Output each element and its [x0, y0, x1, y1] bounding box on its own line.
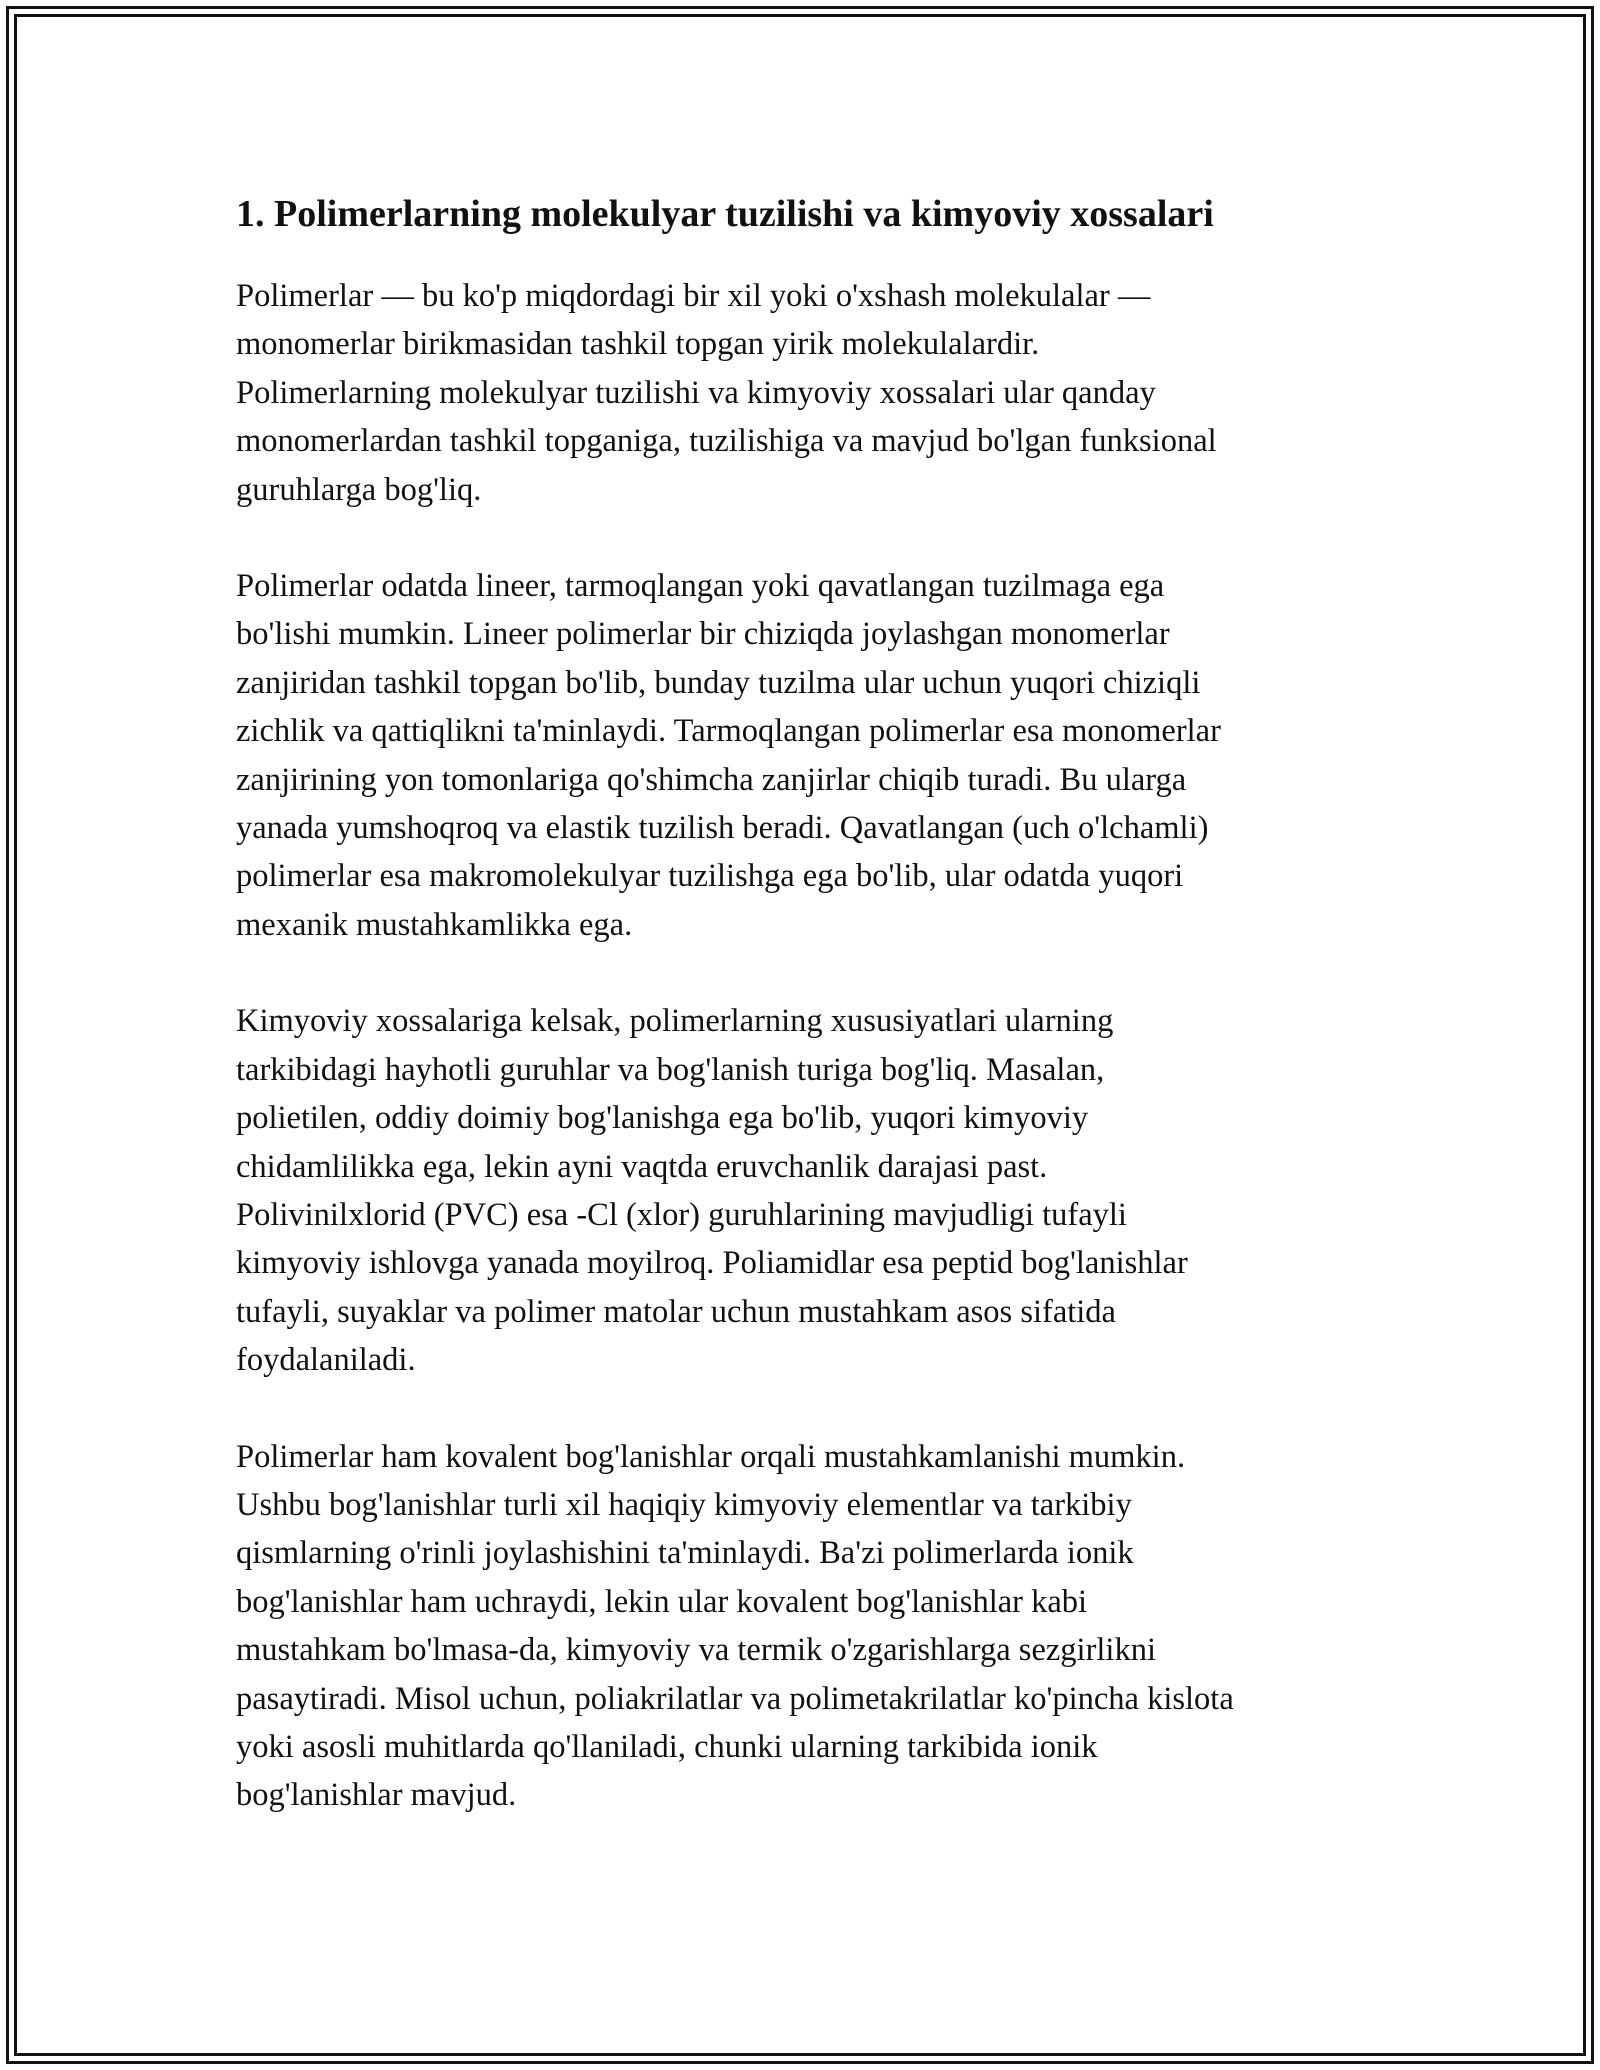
text-line: bog'lanishlar mavjud. [236, 1777, 517, 1814]
paragraph-introduction [236, 272, 1376, 514]
text-line: monomerlar birikmasidan tashkil topgan yirik molekulalardir. [236, 326, 1040, 363]
text-line: Polimerlarning molekulyar tuzilishi va kimyoviy xossalari ular qanday [236, 374, 1156, 411]
text-line: mexanik mustahkamlikka ega. [236, 906, 633, 943]
text-line: chidamlilikka ega, lekin ayni vaqtda eruvchanlik darajasi past. [236, 1148, 1048, 1185]
text-line: bog'lanishlar ham uchraydi, lekin ular kovalent bog'lanishlar kabi [236, 1583, 1088, 1620]
text-line: tufayli, suyaklar va polimer matolar uchun mustahkam asos sifatida [236, 1293, 1116, 1330]
text-line: tarkibidagi hayhotli guruhlar va bog'lanish turiga bog'liq. Masalan, [236, 1051, 1105, 1088]
text-line: qismlarning o'rinli joylashishini ta'minlaydi. Ba'zi polimerlarda ionik [236, 1535, 1134, 1572]
text-line: Polimerlar odatda lineer, tarmoqlangan yoki qavatlangan tuzilmaga ega [236, 568, 1165, 605]
text-line: kimyoviy ishlovga yanada moyilroq. Poliamidlar esa peptid bog'lanishlar [236, 1245, 1188, 1282]
text-line: polimerlar esa makromolekulyar tuzilishga ega bo'lib, ular odatda yuqori [236, 858, 1184, 895]
text-line: yoki asosli muhitlarda qo'llaniladi, chunki ularning tarkibida ionik [236, 1728, 1098, 1765]
text-line: polietilen, oddiy doimiy bog'lanishga ega bo'lib, yuqori kimyoviy [236, 1100, 1089, 1137]
text-line: guruhlarga bog'liq. [236, 471, 482, 508]
text-line: pasaytiradi. Misol uchun, poliakrilatlar va polimetakrilatlar ko'pincha kislota [236, 1680, 1234, 1717]
text-line: mustahkam bo'lmasa-da, kimyoviy va termik o'zgarishlarga sezgirlikni [236, 1632, 1156, 1669]
text-line: yanada yumshoqroq va elastik tuzilish beradi. Qavatlangan (uch o'lchamli) [236, 810, 1209, 847]
text-line: Ushbu bog'lanishlar turli xil haqiqiy kimyoviy elementlar va tarkibiy [236, 1486, 1132, 1523]
paragraph-chemical-properties [236, 997, 1376, 1384]
text-line: foydalaniladi. [236, 1342, 416, 1379]
document-body [236, 186, 1376, 1868]
text-line: Polimerlar ham kovalent bog'lanishlar orqali mustahkamlanishi mumkin. [236, 1438, 1186, 1475]
section-heading: 1. Polimerlarning molekulyar tuzilishi va kimyoviy xossalari [236, 193, 1214, 235]
text-line: zanjirining yon tomonlariga qo'shimcha zanjirlar chiqib turadi. Bu ularga [236, 761, 1187, 798]
text-line: Polivinilxlorid (PVC) esa -Cl (xlor) guruhlarining mavjudligi tufayli [236, 1196, 1127, 1233]
paragraph-bonding [236, 1433, 1376, 1820]
text-line: zichlik va qattiqlikni ta'minlaydi. Tarmoqlangan polimerlar esa monomerlar [236, 713, 1221, 750]
text-line: bo'lishi mumkin. Lineer polimerlar bir chiziqda joylashgan monomerlar [236, 616, 1170, 653]
paragraph-structure [236, 562, 1376, 949]
text-line: Polimerlar — bu ko'p miqdordagi bir xil yoki o'xshash molekulalar — [236, 278, 1151, 314]
text-line: Kimyoviy xossalariga kelsak, polimerlarning xususiyatlari ularning [236, 1003, 1114, 1040]
text-line: monomerlardan tashkil topganiga, tuzilishiga va mavjud bo'lgan funksional [236, 423, 1217, 460]
text-line: zanjiridan tashkil topgan bo'lib, bunday tuzilma ular uchun yuqori chiziqli [236, 664, 1201, 701]
